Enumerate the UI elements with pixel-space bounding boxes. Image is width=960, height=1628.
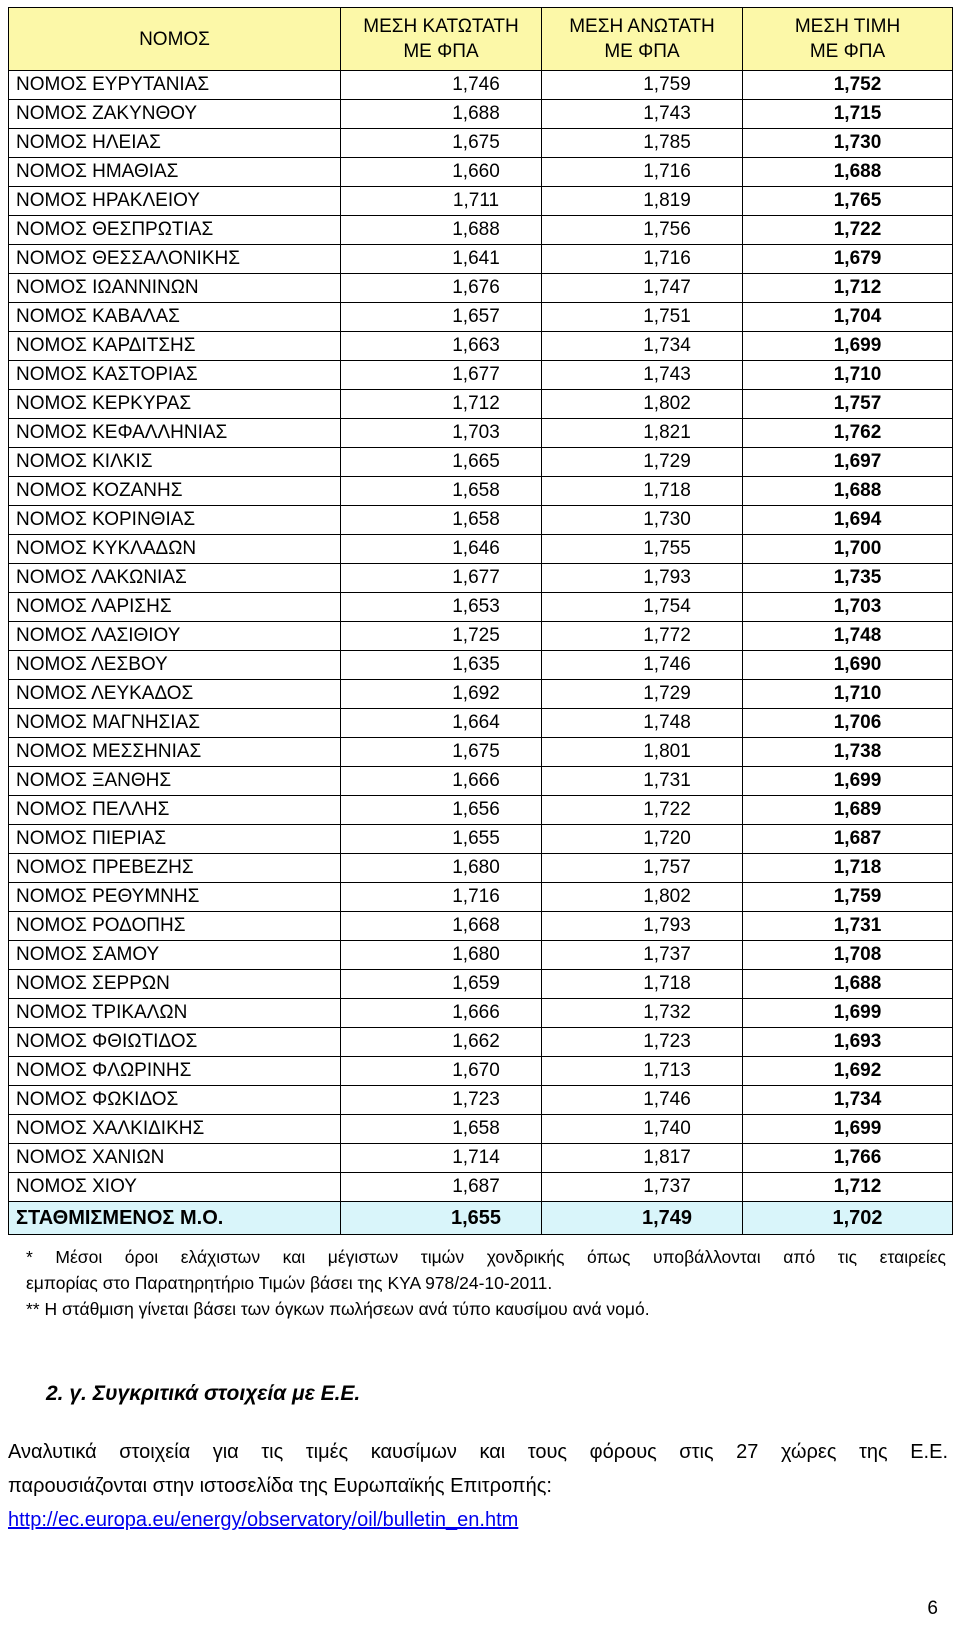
cell-avg-max: 1,718 [542, 970, 743, 999]
cell-avg-price: 1,688 [743, 970, 953, 999]
cell-avg-max: 1,802 [542, 390, 743, 419]
cell-avg-min: 1,711 [341, 187, 542, 216]
cell-avg-price: 1,715 [743, 100, 953, 129]
cell-prefecture: ΝΟΜΟΣ ΦΩΚΙΔΟΣ [9, 1086, 341, 1115]
table-row [9, 767, 953, 796]
table-row [9, 825, 953, 854]
cell-prefecture: ΝΟΜΟΣ ΛΑΚΩΝΙΑΣ [9, 564, 341, 593]
cell-avg-price: 1,738 [743, 738, 953, 767]
cell-avg-max: 1,821 [542, 419, 743, 448]
cell-prefecture: ΝΟΜΟΣ ΚΥΚΛΑΔΩΝ [9, 535, 341, 564]
table-row [9, 448, 953, 477]
cell-avg-min: 1,675 [341, 129, 542, 158]
cell-prefecture: ΝΟΜΟΣ ΚΕΡΚΥΡΑΣ [9, 390, 341, 419]
cell-avg-max: 1,731 [542, 767, 743, 796]
cell-prefecture: ΝΟΜΟΣ ΚΑΣΤΟΡΙΑΣ [9, 361, 341, 390]
cell-prefecture: ΝΟΜΟΣ ΜΕΣΣΗΝΙΑΣ [9, 738, 341, 767]
cell-avg-min: 1,723 [341, 1086, 542, 1115]
cell-avg-max: 1,713 [542, 1057, 743, 1086]
cell-prefecture: ΝΟΜΟΣ ΡΕΘΥΜΝΗΣ [9, 883, 341, 912]
cell-avg-price: 1,708 [743, 941, 953, 970]
cell-avg-price: 1,757 [743, 390, 953, 419]
cell-avg-price: 1,693 [743, 1028, 953, 1057]
cell-avg-max: 1,743 [542, 361, 743, 390]
cell-avg-max: 1,746 [542, 1086, 743, 1115]
cell-avg-min: 1,658 [341, 477, 542, 506]
footnote-2: ** Η στάθμιση γίνεται βάσει των όγκων πωλήσεων ανά τύπο καυσίμου ανά νομό. [26, 1299, 650, 1319]
cell-prefecture: ΝΟΜΟΣ ΘΕΣΠΡΩΤΙΑΣ [9, 216, 341, 245]
cell-avg-price: 1,730 [743, 129, 953, 158]
cell-avg-price: 1,718 [743, 854, 953, 883]
cell-avg-min: 1,635 [341, 651, 542, 680]
footnote-1-line-2: εμπορίας στο Παρατηρητήριο Τιμών βάσει της ΚΥΑ 978/24-10-2011. [26, 1273, 553, 1293]
cell-avg-price: 1,765 [743, 187, 953, 216]
table-row [9, 477, 953, 506]
cell-avg-min: 1,659 [341, 970, 542, 999]
cell-prefecture: ΝΟΜΟΣ ΣΕΡΡΩΝ [9, 970, 341, 999]
cell-avg-min: 1,725 [341, 622, 542, 651]
cell-prefecture: ΝΟΜΟΣ ΚΟΖΑΝΗΣ [9, 477, 341, 506]
table-row [9, 274, 953, 303]
cell-avg-price: 1,699 [743, 767, 953, 796]
cell-avg-max: 1,793 [542, 564, 743, 593]
cell-avg-max: 1,737 [542, 941, 743, 970]
table-row [9, 187, 953, 216]
cell-avg-min: 1,714 [341, 1144, 542, 1173]
cell-prefecture: ΝΟΜΟΣ ΦΛΩΡΙΝΗΣ [9, 1057, 341, 1086]
table-row [9, 1115, 953, 1144]
cell-avg-max: 1,716 [542, 158, 743, 187]
cell-avg-min: 1,664 [341, 709, 542, 738]
weighted-average-label: ΣΤΑΘΜΙΣΜΕΝΟΣ Μ.Ο. [9, 1202, 341, 1235]
cell-prefecture: ΝΟΜΟΣ ΕΥΡΥΤΑΝΙΑΣ [9, 71, 341, 100]
cell-prefecture: ΝΟΜΟΣ ΤΡΙΚΑΛΩΝ [9, 999, 341, 1028]
cell-avg-price: 1,734 [743, 1086, 953, 1115]
table-row [9, 390, 953, 419]
cell-avg-max: 1,740 [542, 1115, 743, 1144]
cell-prefecture: ΝΟΜΟΣ ΗΡΑΚΛΕΙΟΥ [9, 187, 341, 216]
cell-avg-max: 1,730 [542, 506, 743, 535]
table-row [9, 883, 953, 912]
cell-prefecture: ΝΟΜΟΣ ΡΟΔΟΠΗΣ [9, 912, 341, 941]
cell-prefecture: ΝΟΜΟΣ ΚΕΦΑΛΛΗΝΙΑΣ [9, 419, 341, 448]
cell-avg-price: 1,704 [743, 303, 953, 332]
table-row [9, 1173, 953, 1202]
cell-avg-min: 1,680 [341, 941, 542, 970]
body-line-2: παρουσιάζονται στην ιστοσελίδα της Ευρωπαϊκής Επιτροπής: [8, 1475, 552, 1497]
cell-avg-min: 1,703 [341, 419, 542, 448]
cell-avg-max: 1,732 [542, 999, 743, 1028]
cell-avg-max: 1,720 [542, 825, 743, 854]
cell-avg-min: 1,680 [341, 854, 542, 883]
body-line-1: Αναλυτικά στοιχεία για τις τιμές καυσίμων και τους φόρους στις 27 χώρες της Ε.Ε. [8, 1441, 948, 1463]
cell-prefecture: ΝΟΜΟΣ ΜΑΓΝΗΣΙΑΣ [9, 709, 341, 738]
cell-avg-min: 1,712 [341, 390, 542, 419]
cell-avg-price: 1,697 [743, 448, 953, 477]
cell-avg-price: 1,766 [743, 1144, 953, 1173]
cell-avg-min: 1,655 [341, 825, 542, 854]
cell-avg-max: 1,793 [542, 912, 743, 941]
table-row [9, 100, 953, 129]
header-avg-price-vat: ΜΕΣΗ ΤΙΜΗ ΜΕ ΦΠΑ [743, 8, 953, 71]
cell-avg-min: 1,668 [341, 912, 542, 941]
cell-prefecture: ΝΟΜΟΣ ΧΑΝΙΩΝ [9, 1144, 341, 1173]
cell-avg-min: 1,675 [341, 738, 542, 767]
cell-avg-min: 1,665 [341, 448, 542, 477]
header-avg-min-vat: ΜΕΣΗ ΚΑΤΩΤΑΤΗ ΜΕ ΦΠΑ [341, 8, 542, 71]
header-avg-max-vat: ΜΕΣΗ ΑΝΩΤΑΤΗ ΜΕ ΦΠΑ [542, 8, 743, 71]
table-row [9, 506, 953, 535]
table-row [9, 332, 953, 361]
cell-prefecture: ΝΟΜΟΣ ΚΑΒΑΛΑΣ [9, 303, 341, 332]
cell-prefecture: ΝΟΜΟΣ ΛΕΣΒΟΥ [9, 651, 341, 680]
cell-prefecture: ΝΟΜΟΣ ΧΑΛΚΙΔΙΚΗΣ [9, 1115, 341, 1144]
cell-avg-max: 1,757 [542, 854, 743, 883]
cell-avg-price: 1,759 [743, 883, 953, 912]
cell-avg-max: 1,729 [542, 448, 743, 477]
cell-avg-min: 1,660 [341, 158, 542, 187]
cell-avg-price: 1,688 [743, 477, 953, 506]
cell-avg-price: 1,688 [743, 158, 953, 187]
table-row [9, 651, 953, 680]
table-row [9, 303, 953, 332]
cell-avg-min: 1,658 [341, 506, 542, 535]
cell-prefecture: ΝΟΜΟΣ ΗΛΕΙΑΣ [9, 129, 341, 158]
cell-prefecture: ΝΟΜΟΣ ΠΙΕΡΙΑΣ [9, 825, 341, 854]
table-row [9, 419, 953, 448]
cell-avg-price: 1,710 [743, 361, 953, 390]
footnote-1-line-1: * Μέσοι όροι ελάχιστων και μέγιστων τιμών χονδρικής όπως υποβάλλονται από τις εταιρείες [26, 1247, 946, 1267]
cell-avg-max: 1,722 [542, 796, 743, 825]
cell-avg-price: 1,699 [743, 999, 953, 1028]
cell-prefecture: ΝΟΜΟΣ ΛΑΣΙΘΙΟΥ [9, 622, 341, 651]
cell-avg-min: 1,716 [341, 883, 542, 912]
cell-avg-max: 1,801 [542, 738, 743, 767]
cell-avg-min: 1,663 [341, 332, 542, 361]
table-header-row [9, 8, 953, 71]
cell-avg-min: 1,687 [341, 1173, 542, 1202]
cell-avg-max: 1,746 [542, 651, 743, 680]
table-row [9, 1028, 953, 1057]
cell-avg-max: 1,754 [542, 593, 743, 622]
cell-prefecture: ΝΟΜΟΣ ΛΑΡΙΣΗΣ [9, 593, 341, 622]
header-prefecture: ΝΟΜΟΣ [9, 8, 341, 71]
cell-avg-price: 1,706 [743, 709, 953, 738]
table-row [9, 999, 953, 1028]
table-row [9, 593, 953, 622]
cell-avg-min: 1,657 [341, 303, 542, 332]
cell-avg-max: 1,718 [542, 477, 743, 506]
cell-avg-max: 1,755 [542, 535, 743, 564]
cell-prefecture: ΝΟΜΟΣ ΘΕΣΣΑΛΟΝΙΚΗΣ [9, 245, 341, 274]
weighted-average-row [9, 1202, 953, 1235]
cell-avg-min: 1,658 [341, 1115, 542, 1144]
cell-avg-price: 1,752 [743, 71, 953, 100]
table-row [9, 216, 953, 245]
cell-avg-min: 1,666 [341, 767, 542, 796]
cell-avg-min: 1,670 [341, 1057, 542, 1086]
cell-avg-min: 1,646 [341, 535, 542, 564]
cell-prefecture: ΝΟΜΟΣ ΣΑΜΟΥ [9, 941, 341, 970]
cell-avg-max: 1,723 [542, 1028, 743, 1057]
cell-avg-price: 1,692 [743, 1057, 953, 1086]
table-row [9, 129, 953, 158]
cell-avg-price: 1,687 [743, 825, 953, 854]
cell-avg-min: 1,641 [341, 245, 542, 274]
cell-avg-price: 1,689 [743, 796, 953, 825]
cell-avg-max: 1,743 [542, 100, 743, 129]
table-row [9, 361, 953, 390]
table-row [9, 709, 953, 738]
cell-avg-price: 1,731 [743, 912, 953, 941]
fuel-price-table [8, 7, 953, 1235]
cell-prefecture: ΝΟΜΟΣ ΖΑΚΥΝΘΟΥ [9, 100, 341, 129]
cell-avg-min: 1,653 [341, 593, 542, 622]
table-row [9, 854, 953, 883]
section-heading: 2. γ. Συγκριτικά στοιχεία με Ε.Ε. [46, 1382, 361, 1405]
cell-avg-max: 1,751 [542, 303, 743, 332]
table-footnotes [26, 1244, 946, 1322]
page-number: 6 [927, 1598, 938, 1619]
cell-prefecture: ΝΟΜΟΣ ΙΩΑΝΝΙΝΩΝ [9, 274, 341, 303]
cell-prefecture: ΝΟΜΟΣ ΠΡΕΒΕΖΗΣ [9, 854, 341, 883]
cell-prefecture: ΝΟΜΟΣ ΠΕΛΛΗΣ [9, 796, 341, 825]
cell-avg-price: 1,710 [743, 680, 953, 709]
table-row [9, 622, 953, 651]
cell-avg-price: 1,694 [743, 506, 953, 535]
cell-avg-max: 1,747 [542, 274, 743, 303]
cell-avg-price: 1,700 [743, 535, 953, 564]
cell-avg-price: 1,748 [743, 622, 953, 651]
cell-avg-min: 1,692 [341, 680, 542, 709]
cell-avg-max: 1,729 [542, 680, 743, 709]
table-body [9, 71, 953, 1202]
table-row [9, 796, 953, 825]
cell-avg-min: 1,746 [341, 71, 542, 100]
table-row [9, 535, 953, 564]
cell-avg-min: 1,676 [341, 274, 542, 303]
cell-prefecture: ΝΟΜΟΣ ΦΘΙΩΤΙΔΟΣ [9, 1028, 341, 1057]
cell-prefecture: ΝΟΜΟΣ ΞΑΝΘΗΣ [9, 767, 341, 796]
cell-avg-price: 1,699 [743, 332, 953, 361]
cell-avg-price: 1,679 [743, 245, 953, 274]
cell-avg-max: 1,716 [542, 245, 743, 274]
cell-avg-min: 1,677 [341, 361, 542, 390]
cell-avg-max: 1,785 [542, 129, 743, 158]
weighted-average-max: 1,749 [542, 1202, 743, 1235]
section-body [8, 1435, 948, 1537]
cell-prefecture: ΝΟΜΟΣ ΧΙΟΥ [9, 1173, 341, 1202]
cell-avg-price: 1,703 [743, 593, 953, 622]
cell-avg-max: 1,817 [542, 1144, 743, 1173]
cell-avg-min: 1,688 [341, 100, 542, 129]
cell-prefecture: ΝΟΜΟΣ ΛΕΥΚΑΔΟΣ [9, 680, 341, 709]
table-row [9, 912, 953, 941]
weighted-average-min: 1,655 [341, 1202, 542, 1235]
cell-avg-price: 1,712 [743, 274, 953, 303]
table-row [9, 680, 953, 709]
cell-avg-min: 1,662 [341, 1028, 542, 1057]
eu-bulletin-link[interactable]: http://ec.europa.eu/energy/observatory/oil/bulletin_en.htm [8, 1509, 519, 1531]
cell-avg-max: 1,748 [542, 709, 743, 738]
cell-avg-price: 1,712 [743, 1173, 953, 1202]
table-row [9, 941, 953, 970]
cell-avg-max: 1,734 [542, 332, 743, 361]
cell-avg-min: 1,688 [341, 216, 542, 245]
cell-avg-max: 1,737 [542, 1173, 743, 1202]
cell-prefecture: ΝΟΜΟΣ ΗΜΑΘΙΑΣ [9, 158, 341, 187]
table-row [9, 71, 953, 100]
cell-avg-min: 1,677 [341, 564, 542, 593]
cell-avg-min: 1,656 [341, 796, 542, 825]
cell-prefecture: ΝΟΜΟΣ ΚΙΛΚΙΣ [9, 448, 341, 477]
cell-avg-min: 1,666 [341, 999, 542, 1028]
cell-avg-max: 1,819 [542, 187, 743, 216]
table-row [9, 1057, 953, 1086]
weighted-average-price: 1,702 [743, 1202, 953, 1235]
table-row [9, 970, 953, 999]
table-row [9, 1086, 953, 1115]
cell-avg-max: 1,772 [542, 622, 743, 651]
table-row [9, 1144, 953, 1173]
cell-avg-price: 1,699 [743, 1115, 953, 1144]
cell-avg-max: 1,802 [542, 883, 743, 912]
table-row [9, 564, 953, 593]
table-row [9, 738, 953, 767]
cell-avg-price: 1,722 [743, 216, 953, 245]
cell-avg-max: 1,756 [542, 216, 743, 245]
cell-prefecture: ΝΟΜΟΣ ΚΑΡΔΙΤΣΗΣ [9, 332, 341, 361]
cell-avg-price: 1,690 [743, 651, 953, 680]
cell-avg-price: 1,762 [743, 419, 953, 448]
cell-avg-max: 1,759 [542, 71, 743, 100]
table-row [9, 158, 953, 187]
cell-prefecture: ΝΟΜΟΣ ΚΟΡΙΝΘΙΑΣ [9, 506, 341, 535]
cell-avg-price: 1,735 [743, 564, 953, 593]
table-row [9, 245, 953, 274]
